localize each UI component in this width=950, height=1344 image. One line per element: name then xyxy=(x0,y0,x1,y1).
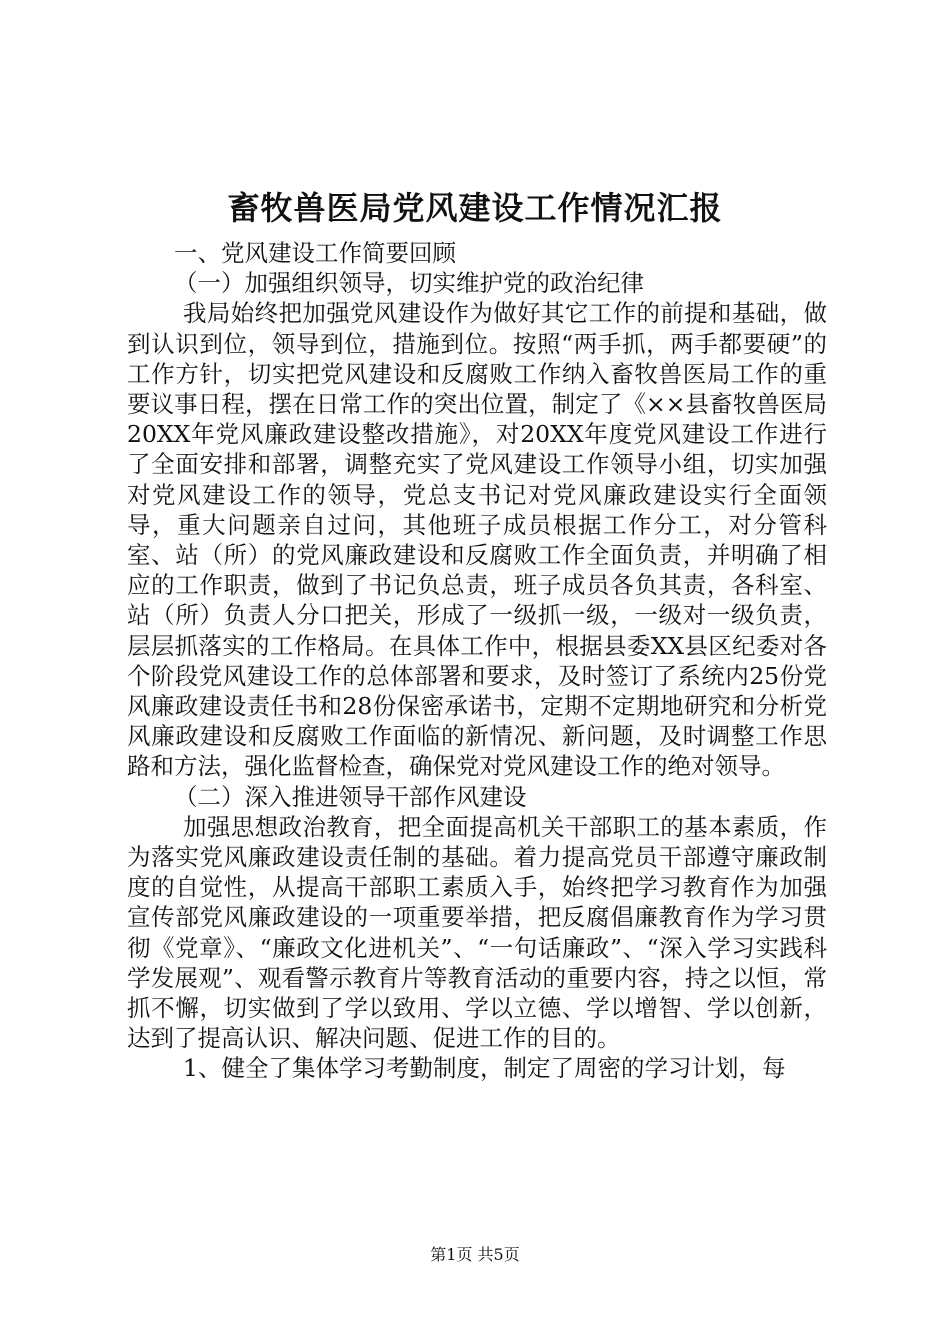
body-paragraph: 加强思想政治教育，把全面提高机关干部职工的基本素质，作为落实党风廉政建设责任制的基础。着力提高党员干部遵守廉政制度的自觉性，从提高干部职工素质入手，始终把学习教育作为加强宣传部党风廉政建设的一项重要举措，把反腐倡廉教育作为学习贯彻《党章》、“廉政文化进机关”、“一句话廉政”、“深入学习实践科学发展观”、观看警示教育片等教育活动的重要内容，持之以恒，常抓不懈，切实做到了学以致用、学以立德、学以增智、学以创新，达到了提高认识、解决问题、促进工作的目的。 xyxy=(127,812,827,1053)
document-body xyxy=(127,238,827,1084)
page-footer: 第1页 共5页 xyxy=(430,1245,520,1264)
document-title: 畜牧兽医局党风建设工作情况汇报 xyxy=(227,189,723,227)
subsection-heading: （一）加强组织领导，切实维护党的政治纪律 xyxy=(174,269,644,298)
section-heading: 一、党风建设工作简要回顾 xyxy=(174,239,456,267)
subsection-heading: （二）深入推进领导干部作风建设 xyxy=(174,782,527,811)
numbered-item: 1、健全了集体学习考勤制度，制定了周密的学习计划，每 xyxy=(183,1054,786,1083)
body-paragraph: 我局始终把加强党风建设作为做好其它工作的前提和基础，做到认识到位，领导到位，措施到位。按照“两手抓，两手都要硬”的工作方针，切实把党风建设和反腐败工作纳入畜牧兽医局工作的重要议事日程，摆在日常工作的突出位置，制定了《××县畜牧兽医局20XX年党风廉政建设整改措施》，对20XX年度党风建设工作进行了全面安排和部署，调整充实了党风建设工作领导小组，切实加强对党风建设工作的领导，党总支书记对党风廉政建设实行全面领导，重大问题亲自过问，其他班子成员根据工作分工，对分管科室、站（所）的党风廉政建设和反腐败工作全面负责，并明确了相应的工作职责，做到了书记负总责，班子成员各负其责，各科室、站（所）负责人分口把关，形成了一级抓一级，一级对一级负责，层层抓落实的工作格局。在具体工作中，根据县委XX县区纪委对各个阶段党风建设工作的总体部署和要求，及时签订了系统内25份党风廉政建设责任书和28份保密承诺书，定期不定期地研究和分析党风廉政建设和反腐败工作面临的新情况、新问题，及时调整工作思路和方法，强化监督检查，确保党对党风建设工作的绝对领导。 xyxy=(127,299,827,781)
